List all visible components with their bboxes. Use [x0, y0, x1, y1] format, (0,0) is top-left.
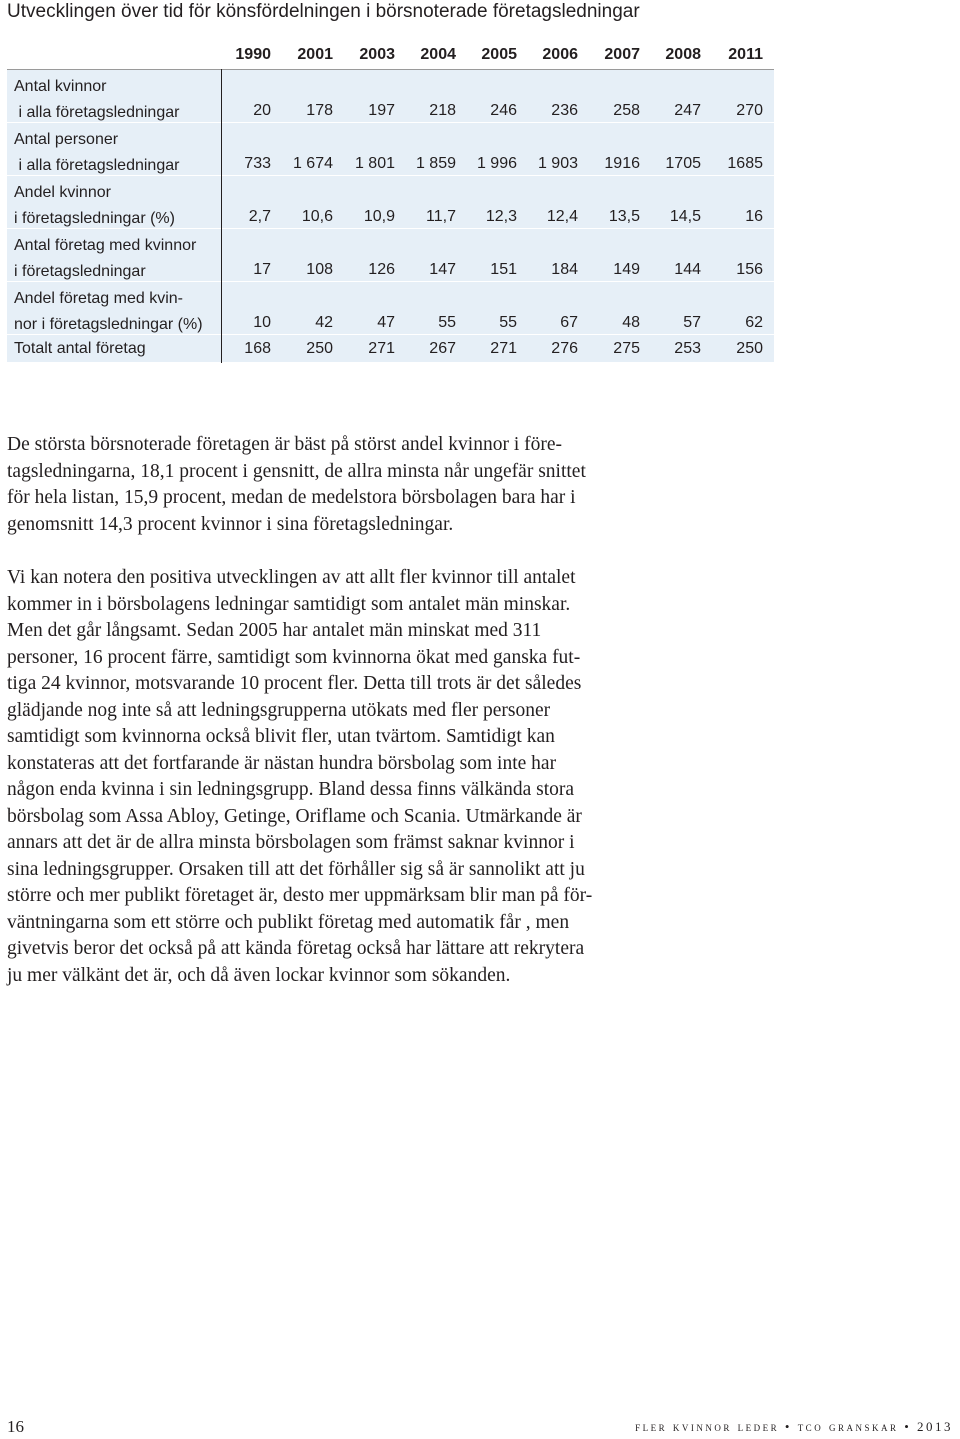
row-label: i företagsledningar: [14, 263, 146, 280]
table-cell: 1 859: [415, 155, 456, 172]
table-cell: 67: [560, 314, 578, 331]
row-label: Andel företag med kvin-: [14, 290, 183, 307]
table-cell: 733: [244, 155, 271, 172]
row-label: Antal företag med kvinnor: [14, 237, 197, 254]
table-cell: 247: [674, 102, 701, 119]
table-row: [7, 229, 774, 282]
row-label: Totalt antal företag: [14, 340, 146, 357]
table-cell: 20: [253, 102, 271, 119]
table-cell: 151: [490, 261, 517, 278]
data-table: [7, 40, 774, 363]
table-cell: 12,4: [546, 208, 578, 225]
table-row: [7, 70, 774, 123]
row-label: i alla företagsledningar: [14, 157, 180, 174]
year-header: 2006: [542, 46, 578, 63]
table-cell: 253: [674, 340, 701, 357]
table-cell: 144: [674, 261, 701, 278]
table-cell: 267: [429, 340, 456, 357]
table-cell: 11,7: [426, 208, 456, 225]
table-cell: 156: [736, 261, 763, 278]
year-header: 2007: [604, 46, 640, 63]
table-header-row: [7, 40, 774, 70]
table-cell: 178: [306, 102, 333, 119]
table-cell: 47: [377, 314, 395, 331]
table-cell: 55: [438, 314, 456, 331]
table-cell: 10: [253, 314, 271, 331]
table-cell: 1 801: [354, 155, 395, 172]
year-header: 2001: [297, 46, 333, 63]
table-cell: 250: [736, 340, 763, 357]
table-row: [7, 282, 774, 335]
year-header: 2004: [420, 46, 456, 63]
table-cell: 1 674: [292, 155, 333, 172]
running-footer: fler kvinnor leder • tco granskar • 2013: [635, 1419, 953, 1434]
table-cell: 13,5: [608, 208, 640, 225]
row-label: Antal kvinnor: [14, 78, 107, 95]
year-header: 2011: [728, 46, 763, 63]
table-cell: 276: [551, 340, 578, 357]
table-cell: 275: [613, 340, 640, 357]
table-cell: 1 996: [476, 155, 517, 172]
table-cell: 12,3: [485, 208, 517, 225]
paragraph: De största börsnoterade företagen är bäst på störst andel kvinnor i före- tagsledningarna, 18,1 procent i gensnitt, de allra minsta når ungefär snittet för hela listan, 15,9 procent, medan de medelstora börsbolagen bara har i genomsnitt 14,3 procent kvinnor i sina företagsledningar.: [7, 434, 586, 535]
table-cell: 48: [622, 314, 640, 331]
table-cell: 246: [490, 102, 517, 119]
table-row: [7, 335, 774, 363]
table-cell: 147: [429, 261, 456, 278]
table-cell: 126: [368, 261, 395, 278]
table-cell: 2,7: [248, 208, 271, 225]
table-cell: 270: [736, 102, 763, 119]
table-cell: 57: [683, 314, 701, 331]
year-header: 2005: [481, 46, 517, 63]
table-cell: 108: [306, 261, 333, 278]
column-divider: [221, 69, 222, 363]
row-label: nor i företagsledningar (%): [14, 316, 203, 333]
table-cell: 42: [315, 314, 333, 331]
table-title: Utvecklingen över tid för könsfördelningen i börsnoterade företagsledningar: [7, 1, 640, 22]
table-cell: 184: [551, 261, 578, 278]
table-row: [7, 123, 774, 176]
table-cell: 168: [244, 340, 271, 357]
table-cell: 258: [613, 102, 640, 119]
body-text: [7, 432, 727, 1016]
table-cell: 14,5: [669, 208, 701, 225]
table-cell: 1685: [727, 155, 763, 172]
year-header: 2008: [665, 46, 701, 63]
table-cell: 10,9: [363, 208, 395, 225]
row-label: i företagsledningar (%): [14, 210, 175, 227]
table-cell: 197: [368, 102, 395, 119]
row-label: Andel kvinnor: [14, 184, 111, 201]
table-row: [7, 176, 774, 229]
row-label: i alla företagsledningar: [14, 104, 180, 121]
year-header: 2003: [359, 46, 395, 63]
table-cell: 55: [499, 314, 517, 331]
table-cell: 271: [490, 340, 517, 357]
table-cell: 1705: [665, 155, 701, 172]
year-header: 1990: [235, 46, 271, 63]
row-label: Antal personer: [14, 131, 119, 148]
table-cell: 16: [745, 208, 763, 225]
table-cell: 271: [368, 340, 395, 357]
page-number: 16: [7, 1417, 24, 1436]
table-cell: 250: [306, 340, 333, 357]
table-cell: 1 903: [537, 155, 578, 172]
table-cell: 1916: [604, 155, 640, 172]
table-cell: 149: [613, 261, 640, 278]
table-cell: 62: [745, 314, 763, 331]
table-cell: 236: [551, 102, 578, 119]
table-cell: 218: [429, 102, 456, 119]
table-cell: 17: [253, 261, 271, 278]
table-cell: 10,6: [301, 208, 333, 225]
paragraph: Vi kan notera den positiva utvecklingen av att allt fler kvinnor till antalet kommer in i börsbolagens ledningar samtidigt som antalet män minskar. Men det går långsamt. Sedan 2005 har antalet män minskat med 311 personer, 16 procent färre, samtidigt som kvinnorna ökat med ganska fut- tiga 24 kvinnor, motsvarande 10 procent fler. Detta till trots är det således glädjande nog inte så att ledningsgrupperna utökats med fler personer samtidigt som kvinnorna också blivit fler, utan tvärtom. Samtidigt kan konstateras att det fortfarande är nästan hundra börsbolag som inte har någon enda kvinna i sin ledningsgrupp. Bland dessa finns välkända stora börsbolag som Assa Abloy, Getinge, Oriflame och Scania. Utmärkande är annars att det är de allra minsta börsbolagen som främst saknar kvinnor i sina ledningsgrupper. Orsaken till att det förhåller sig så är sannolikt att ju större och mer publikt företaget är, desto mer uppmärksam blir man på för- väntningarna som ett större och publikt företag med automatik får , men givetvis beror det också på att kända företag också har lättare att rekrytera ju mer välkänt det är, och då även lockar kvinnor som sökanden.: [7, 567, 593, 986]
